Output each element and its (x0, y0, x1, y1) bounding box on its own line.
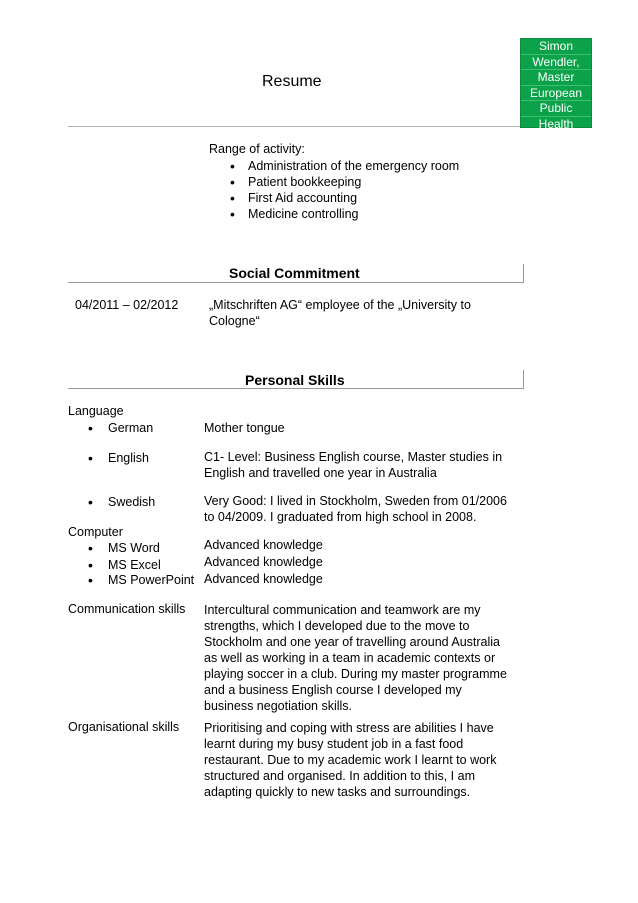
computer-item-mspowerpoint: • MS PowerPoint (68, 572, 194, 588)
activity-list (225, 158, 459, 222)
organisational-line: Prioritising and coping with stress are abilities I have (204, 721, 494, 735)
name-line: European (521, 86, 591, 102)
language-item-german: • German (68, 420, 153, 436)
social-desc-line: Cologne“ (209, 314, 260, 328)
language-item-swedish: • Swedish (68, 494, 155, 510)
language-level: Very Good: I lived in Stockholm, Sweden from 01/2006 (204, 494, 507, 508)
social-date: 04/2011 – 02/2012 (75, 298, 179, 312)
communication-line: Stockholm and one year of travelling around Australia (204, 635, 501, 649)
organisational-label: Organisational skills (68, 720, 180, 734)
list-item: • First Aid accounting (225, 190, 459, 206)
section-title-skills: Personal Skills (245, 372, 345, 388)
header-rule (68, 126, 520, 127)
communication-line: as well as working in a team in academic contexts or (204, 651, 496, 665)
section-rule (68, 388, 524, 389)
computer-level: Advanced knowledge (204, 538, 323, 552)
organisational-line: structured and organised. In addition to this, I am (204, 769, 475, 783)
name-line: Public (521, 101, 591, 117)
communication-line: business negotiation skills. (204, 699, 352, 713)
organisational-line: learnt during my busy student job in a fast food (204, 737, 464, 751)
communication-line: Intercultural communication and teamwork are my (204, 603, 481, 617)
list-item: • Patient bookkeeping (225, 174, 459, 190)
name-line: Simon (521, 39, 591, 55)
communication-label: Communication skills (68, 602, 186, 616)
section-rule (68, 282, 524, 283)
name-line: Health (538, 116, 574, 131)
language-item-english: • English (68, 450, 149, 466)
language-level: English and travelled one year in Australia (204, 466, 437, 480)
organisational-line: restaurant. Due to my academic work I learnt to work (204, 753, 497, 767)
computer-level: Advanced knowledge (204, 555, 323, 569)
language-label: Language (68, 404, 124, 418)
list-item: • Medicine controlling (225, 206, 459, 222)
section-rule-tick (523, 264, 524, 283)
language-level: C1- Level: Business English course, Master studies in (204, 450, 503, 464)
organisational-line: adapting quickly to new tasks and surroundings. (204, 785, 471, 799)
name-line: Wendler, (521, 55, 591, 71)
communication-line: strengths, which I developed due to the move to (204, 619, 470, 633)
list-item: • Administration of the emergency room (225, 158, 459, 174)
computer-level: Advanced knowledge (204, 572, 323, 586)
name-line: Master (521, 70, 591, 86)
language-level: to 04/2009. I graduated from high school in 2008. (204, 510, 477, 524)
social-desc-line: „Mitschriften AG“ employee of the „University to (209, 298, 471, 312)
section-rule-tick (523, 370, 524, 389)
communication-line: playing soccer in a club. During my master programme (204, 667, 507, 681)
activity-label: Range of activity: (209, 142, 305, 156)
communication-line: and a business English course I developed my (204, 683, 462, 697)
language-level: Mother tongue (204, 421, 285, 435)
computer-label: Computer (68, 525, 123, 539)
name-box (520, 38, 592, 131)
computer-item-msword: • MS Word (68, 540, 160, 556)
computer-item-msexcel: • MS Excel (68, 557, 161, 573)
section-title-social: Social Commitment (229, 265, 360, 281)
document-title: Resume (262, 73, 322, 90)
